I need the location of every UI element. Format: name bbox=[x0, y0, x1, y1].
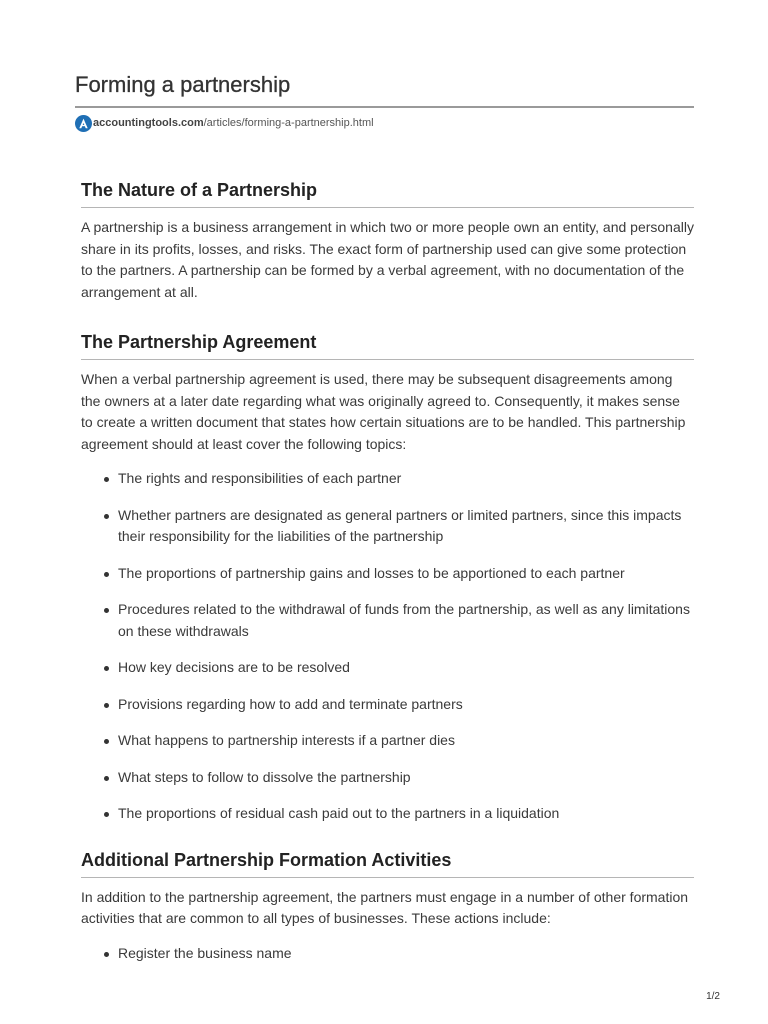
article-body bbox=[81, 178, 694, 964]
document-page bbox=[75, 70, 694, 979]
bullet-icon bbox=[104, 952, 109, 957]
source-domain: accountingtools.com bbox=[93, 117, 204, 129]
list-item: The proportions of residual cash paid out to the partners in a liquidation bbox=[81, 803, 694, 825]
list-item: How key decisions are to be resolved bbox=[81, 657, 694, 679]
section-heading: The Partnership Agreement bbox=[81, 330, 694, 360]
list-item: The proportions of partnership gains and losses to be apportioned to each partner bbox=[81, 563, 694, 585]
bullet-icon bbox=[104, 514, 109, 519]
section-paragraph: A partnership is a business arrangement in which two or more people own an entity, and personally share in its profits, losses, and risks. The exact form of partnership used can give some protection to the partners. A partnership can be formed by a verbal agreement, with no documentation of the arrangement at all. bbox=[81, 219, 694, 300]
page-number: 1/2 bbox=[706, 991, 720, 1002]
section-paragraph: In addition to the partnership agreement, the partners must engage in a number of other formation activities that are common to all types of businesses. These actions include: bbox=[81, 888, 689, 926]
list-item: The rights and responsibilities of each partner bbox=[81, 468, 694, 490]
list-item: Whether partners are designated as general partners or limited partners, since this impacts their responsibility for the liabilities of the partnership bbox=[81, 505, 694, 548]
bullet-icon bbox=[104, 703, 109, 708]
formation-actions-list bbox=[81, 943, 694, 965]
section-heading: Additional Partnership Formation Activities bbox=[81, 848, 694, 878]
source-path: /articles/forming-a-partnership.html bbox=[203, 117, 374, 129]
bullet-icon bbox=[104, 477, 109, 482]
bullet-icon bbox=[104, 666, 109, 671]
agreement-topics-list bbox=[81, 468, 694, 825]
list-item: Register the business name bbox=[81, 943, 694, 965]
bullet-icon bbox=[104, 812, 109, 817]
bullet-icon bbox=[104, 739, 109, 744]
section-agreement bbox=[81, 330, 694, 825]
bullet-icon bbox=[104, 608, 109, 613]
section-paragraph: When a verbal partnership agreement is used, there may be subsequent disagreements among the owners at a later date regarding what was originally agreed to. Consequently, it makes sense to create a written document that states how certain situations are to be handled. This partnership agreement should at least cover the following topics: bbox=[81, 371, 686, 452]
section-heading: The Nature of a Partnership bbox=[81, 178, 694, 208]
section-formation-activities bbox=[81, 848, 694, 965]
accountingtools-logo-icon bbox=[75, 115, 92, 132]
list-item: Procedures related to the withdrawal of funds from the partnership, as well as any limitations on these withdrawals bbox=[81, 599, 694, 642]
list-item: Provisions regarding how to add and terminate partners bbox=[81, 694, 694, 716]
section-nature bbox=[81, 178, 694, 303]
bullet-icon bbox=[104, 776, 109, 781]
page-title: Forming a partnership bbox=[75, 72, 291, 97]
list-item: What steps to follow to dissolve the partnership bbox=[81, 767, 694, 789]
title-divider bbox=[75, 106, 694, 108]
list-item: What happens to partnership interests if a partner dies bbox=[81, 730, 694, 752]
bullet-icon bbox=[104, 572, 109, 577]
source-url[interactable] bbox=[75, 114, 694, 132]
